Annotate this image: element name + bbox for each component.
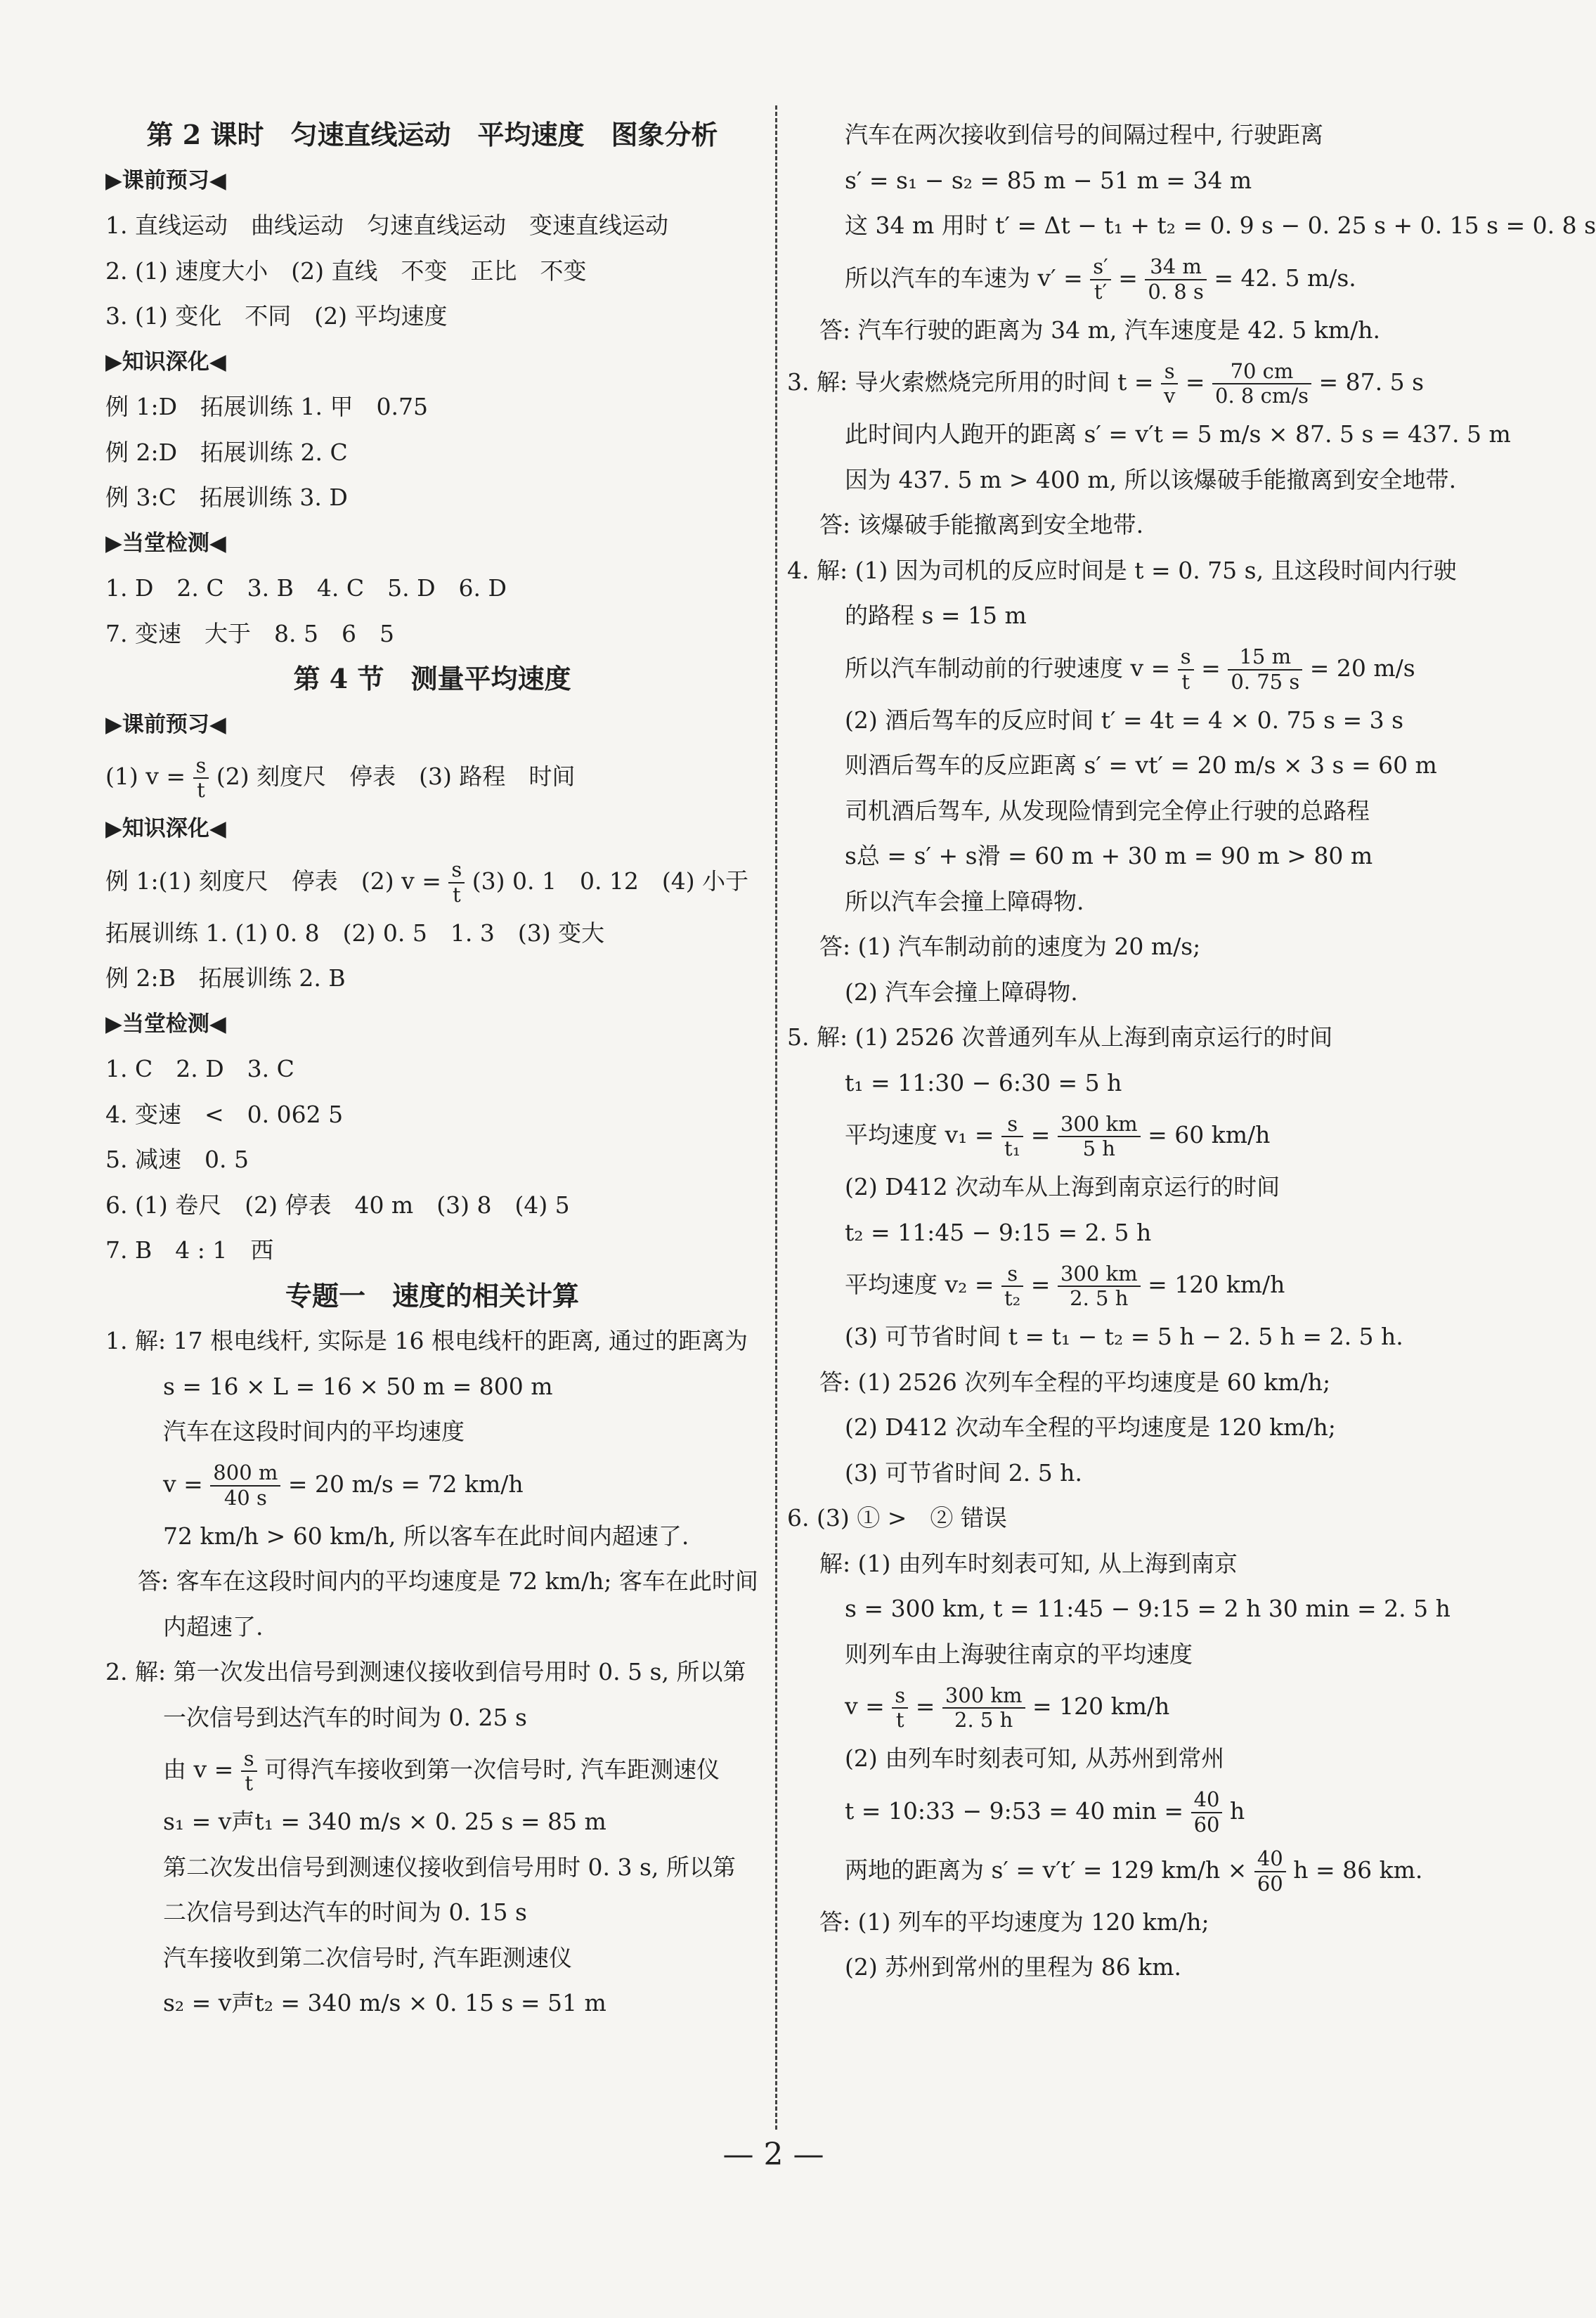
section-deepen: ▶知识深化◀ [105,349,226,375]
answer-line: (2) 由列车时刻表可知, 从苏州到常州 [845,1744,1225,1772]
answer-line: s = 16 × L = 16 × 50 m = 800 m [163,1372,553,1400]
fraction: $\frac{300 km}{2. 5 h}$ [1058,1262,1141,1311]
answer-line: 汽车在两次接收到信号的间隔过程中, 行驶距离 [845,121,1323,148]
answer-line: 1. D 2. C 3. B 4. C 5. D 6. D [105,574,507,602]
answer-line: 答: 汽车行驶的距离为 34 m, 汽车速度是 42. 5 km/h. [819,316,1380,344]
answer-line: t₂ = 11:45 − 9:15 = 2. 5 h [845,1218,1152,1246]
fraction: $\frac{s'}{t'}$ [1090,255,1110,304]
answer-line: 汽车在这段时间内的平均速度 [163,1418,465,1445]
answer-line: 则列车由上海驶往南京的平均速度 [845,1640,1193,1668]
left-column [105,112,759,2026]
answer-line: 两地的距离为 s′ = v′t′ = 129 km/h × $\frac{40}{60}$ h = 86 km. [845,1846,1423,1896]
answer-line: 例 1:D 拓展训练 1. 甲 0.75 [105,393,429,420]
fraction: $\frac{s}{t}$ [193,754,209,803]
answer-line: (3) 可节省时间 t = t₁ − t₂ = 5 h − 2. 5 h = 2. 5 h. [845,1323,1403,1350]
section-check: ▶当堂检测◀ [105,1011,226,1037]
answer-line: t = 10:33 − 9:53 = 40 min = $\frac{40}{60}$ h [845,1787,1245,1837]
answer-line: 解: (1) 由列车时刻表可知, 从上海到南京 [819,1549,1238,1577]
answer-line: 所以汽车的车速为 v′ = $\frac{s'}{t'}$ = $\frac{34 m}{0. 8 s}$ = 42. 5 m/s. [845,254,1356,304]
fraction: $\frac{15 m}{0. 75 s}$ [1228,645,1302,694]
fraction: $\frac{300 km}{5 h}$ [1058,1113,1141,1161]
answer-line: (3) 可节省时间 2. 5 h. [845,1458,1082,1487]
fraction: $\frac{s}{t}$ [1178,645,1194,694]
answer-line: s = 300 km, t = 11:45 − 9:15 = 2 h 30 min = 2. 5 h [845,1595,1451,1622]
answer-line: v = $\frac{800 m}{40 s}$ = 20 m/s = 72 km/h [163,1461,524,1510]
answer-line: s′ = s₁ − s₂ = 85 m − 51 m = 34 m [845,166,1252,194]
fraction: $\frac{800 m}{40 s}$ [210,1461,280,1510]
answer-line: 72 km/h > 60 km/h, 所以客车在此时间内超速了. [163,1522,689,1550]
answer-line: (1) v = $\frac{s}{t}$ (2) 刻度尺 停表 (3) 路程 时间 [105,753,576,802]
answer-line: (2) D412 次动车全程的平均速度是 120 km/h; [845,1413,1336,1441]
answer-line: t₁ = 11:30 − 6:30 = 5 h [845,1068,1122,1096]
answer-line: 3. 解: 导火索燃烧完所用的时间 t = $\frac{s}{v}$ = $\frac{70 cm}{0. 8 cm/s}$ = 87. 5 s [787,358,1425,408]
section-check: ▶当堂检测◀ [105,530,226,556]
answer-line: 例 1:(1) 刻度尺 停表 (2) v = $\frac{s}{t}$ (3) 0. 1 0. 12 (4) 小于 [105,857,749,907]
answer-line: 4. 解: (1) 因为司机的反应时间是 t = 0. 75 s, 且这段时间内行驶 [787,556,1457,584]
section-preview: ▶课前预习◀ [105,167,226,193]
fraction: $\frac{s}{\text{t₁}}$ [1001,1113,1023,1161]
answer-line: 第二次发出信号到测速仪接收到信号用时 0. 3 s, 所以第 [163,1853,736,1881]
page-number: — 2 — [722,2137,824,2173]
answer-line: s₁ = v声t₁ = 340 m/s × 0. 25 s = 85 m [163,1808,606,1835]
answer-line: 1. C 2. D 3. C [105,1055,294,1082]
answer-line: 5. 解: (1) 2526 次普通列车从上海到南京运行的时间 [787,1023,1333,1051]
section4-title: 第 4 节 测量平均速度 [293,663,571,694]
answer-line: 司机酒后驾车, 从发现险情到完全停止行驶的总路程 [845,796,1370,824]
answer-line: (2) D412 次动车从上海到南京运行的时间 [845,1173,1280,1200]
answer-line: 7. 变速 大于 8. 5 6 5 [105,619,394,647]
answer-line: 答: (1) 汽车制动前的速度为 20 m/s; [819,933,1201,960]
answer-line: s总 = s′ + s滑 = 60 m + 30 m = 90 m > 80 m [845,842,1373,869]
answer-line: s₂ = v声t₂ = 340 m/s × 0. 15 s = 51 m [163,1989,606,2016]
fraction: $\frac{s}{t}$ [892,1684,908,1733]
answer-line: 答: 客车在这段时间内的平均速度是 72 km/h; 客车在此时间 [138,1567,758,1595]
fraction: $\frac{s}{t}$ [241,1747,257,1796]
answer-line: (2) 苏州到常州的里程为 86 km. [845,1953,1181,1981]
answer-line: 7. B 4 : 1 西 [105,1236,274,1264]
answer-line: 则酒后驾车的反应距离 s′ = vt′ = 20 m/s × 3 s = 60 m [845,751,1437,779]
answer-line: (2) 汽车会撞上障碍物. [845,978,1078,1006]
answer-line: 6. (1) 卷尺 (2) 停表 40 m (3) 8 (4) 5 [105,1191,570,1219]
fraction: $\frac{34 m}{0. 8 s}$ [1145,255,1206,304]
answer-line: 平均速度 v₁ = $\frac{s}{\text{t₁}}$ = $\frac{300 km}{5 h}$ = 60 km/h [845,1111,1271,1160]
fraction: $\frac{s}{t}$ [448,858,465,907]
answer-line: 2. (1) 速度大小 (2) 直线 不变 正比 不变 [105,257,587,285]
answer-line: 拓展训练 1. (1) 0. 8 (2) 0. 5 1. 3 (3) 变大 [105,919,605,947]
fraction: $\frac{s}{v}$ [1161,360,1178,408]
answer-line: 内超速了. [163,1612,264,1640]
answer-line: (2) 酒后驾车的反应时间 t′ = 4t = 4 × 0. 75 s = 3 s [845,706,1404,734]
answer-line: 4. 变速 < 0. 062 5 [105,1100,344,1128]
answer-line: 例 2:D 拓展训练 2. C [105,438,348,466]
answer-line: 答: 该爆破手能撤离到安全地带. [819,511,1144,538]
answer-line: v = $\frac{s}{t}$ = $\frac{300 km}{2. 5 h}$ = 120 km/h [845,1683,1170,1732]
answer-line: 由 v = $\frac{s}{t}$ 可得汽车接收到第一次信号时, 汽车距测速仪 [163,1746,720,1795]
column-divider [775,105,777,2130]
answer-line: 所以汽车制动前的行驶速度 v = $\frac{s}{t}$ = $\frac{15 m}{0. 75 s}$ = 20 m/s [845,645,1415,694]
answer-line: 汽车接收到第二次信号时, 汽车距测速仪 [163,1943,572,1971]
answer-line: 3. (1) 变化 不同 (2) 平均速度 [105,302,448,330]
section-deepen: ▶知识深化◀ [105,816,226,841]
answer-line: 因为 437. 5 m > 400 m, 所以该爆破手能撤离到安全地带. [845,465,1457,493]
answer-line: 1. 解: 17 根电线杆, 实际是 16 根电线杆的距离, 通过的距离为 [105,1327,748,1354]
answer-line: 所以汽车会撞上障碍物. [845,887,1084,915]
answer-line: 1. 直线运动 曲线运动 匀速直线运动 变速直线运动 [105,212,668,239]
answer-line: 答: (1) 2526 次列车全程的平均速度是 60 km/h; [819,1368,1331,1396]
lesson2-title: 第 2 课时 匀速直线运动 平均速度 图象分析 [146,119,718,150]
answer-line: 一次信号到达汽车的时间为 0. 25 s [163,1703,527,1731]
answer-line: 5. 减速 0. 5 [105,1146,249,1173]
answer-line: 答: (1) 列车的平均速度为 120 km/h; [819,1908,1209,1936]
answer-line: 的路程 s = 15 m [845,602,1027,629]
fraction: $\frac{70 cm}{0. 8 cm/s}$ [1212,360,1311,408]
answer-line: 例 2:B 拓展训练 2. B [105,964,346,992]
answer-line: 二次信号到达汽车的时间为 0. 15 s [163,1898,527,1926]
fraction: $\frac{300 km}{2. 5 h}$ [942,1684,1025,1733]
answer-line: 平均速度 v₂ = $\frac{s}{\text{t₂}}$ = $\frac{300 km}{2. 5 h}$ = 120 km/h [845,1261,1285,1310]
fraction: $\frac{s}{\text{t₂}}$ [1001,1262,1023,1311]
answer-line: 例 3:C 拓展训练 3. D [105,484,348,511]
answer-line: 6. (3) ① > ② 错误 [787,1504,1007,1532]
answer-line: 此时间内人跑开的距离 s′ = v′t = 5 m/s × 87. 5 s = 437. 5 m [845,420,1511,448]
topic-title: 专题一 速度的相关计算 [285,1279,579,1312]
answer-line: 这 34 m 用时 t′ = Δt − t₁ + t₂ = 0. 9 s − 0. 25 s + 0. 15 s = 0. 8 s [845,212,1596,239]
answer-line: 2. 解: 第一次发出信号到测速仪接收到信号用时 0. 5 s, 所以第 [105,1658,746,1685]
section-preview: ▶课前预习◀ [105,711,226,737]
right-column [787,112,1596,1990]
fraction: $\frac{40}{60}$ [1191,1788,1223,1837]
fraction: $\frac{40}{60}$ [1254,1847,1286,1896]
